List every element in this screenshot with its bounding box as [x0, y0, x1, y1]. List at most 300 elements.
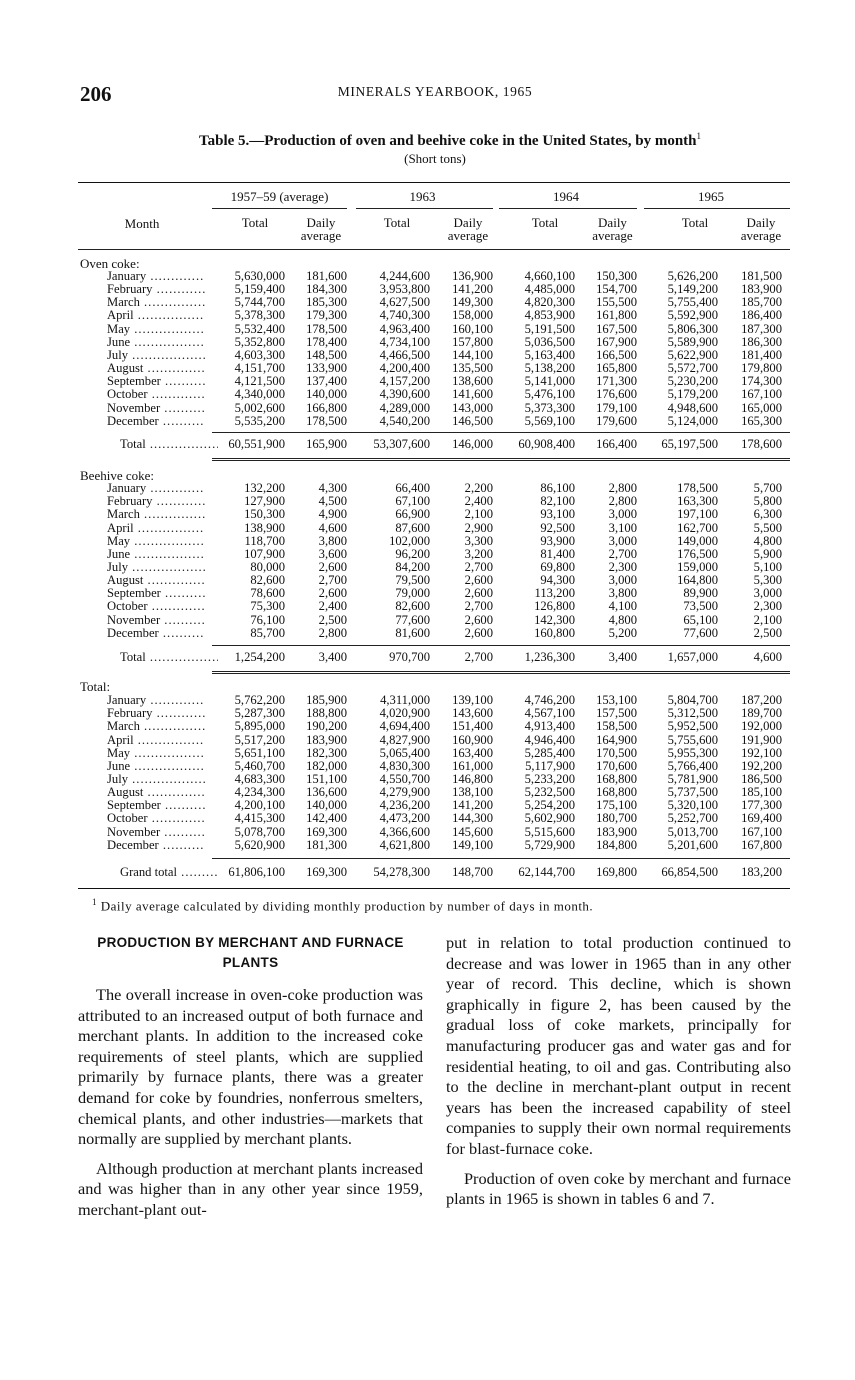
total-row: [0, 438, 855, 451]
value-cell: 76,100: [250, 612, 285, 627]
value-cell: 179,300: [306, 308, 347, 323]
value-cell: 181,500: [741, 269, 782, 283]
value-cell: 5,804,700: [667, 693, 718, 707]
value-cell: 157,800: [452, 334, 493, 349]
table-row: [0, 786, 855, 799]
value-cell: 5,535,200: [234, 413, 285, 428]
footnote-text: Daily average calculated by dividing monthly production by number of days in month.: [100, 898, 594, 914]
value-cell: 4,200,400: [379, 361, 430, 376]
value-cell: 180,700: [596, 811, 637, 826]
value-cell: 4,415,300: [234, 811, 285, 826]
value-cell: 2,600: [464, 586, 493, 601]
paragraph: Production of oven coke by merchant and furnace plants in 1965 is shown in tables 6 and 7.: [446, 1168, 791, 1209]
table-row: [0, 627, 855, 640]
table-top-rule: [78, 182, 790, 183]
daily-header-line-1: Daily: [598, 215, 627, 230]
group-rule: [212, 208, 347, 209]
value-cell: 5,532,400: [234, 321, 285, 336]
value-cell: 4,300: [318, 481, 347, 495]
value-cell: 5,312,500: [667, 706, 718, 721]
value-cell: 79,500: [395, 573, 430, 587]
value-cell: 167,100: [741, 824, 782, 839]
value-cell: 160,800: [534, 625, 575, 640]
value-cell: 5,002,600: [234, 400, 285, 415]
value-cell: 2,800: [608, 481, 637, 495]
value-cell: 179,600: [596, 413, 637, 428]
total-value-cell: 65,197,500: [661, 437, 718, 451]
value-cell: 5,895,000: [234, 719, 285, 734]
value-cell: 161,000: [452, 758, 493, 773]
month-cell: October .....: [107, 388, 205, 401]
value-cell: 5,078,700: [234, 824, 285, 839]
value-cell: 154,700: [596, 282, 637, 297]
month-cell: January .....: [107, 694, 205, 707]
table-row: [0, 336, 855, 349]
value-cell: 4,660,100: [524, 269, 575, 283]
value-cell: 179,800: [741, 361, 782, 376]
total-value-cell: 60,551,900: [228, 437, 285, 451]
month-cell: September .....: [107, 799, 205, 812]
value-cell: 169,400: [741, 811, 782, 826]
value-cell: 4,540,200: [379, 413, 430, 428]
value-cell: 150,300: [244, 507, 285, 522]
value-cell: 5,737,500: [667, 785, 718, 799]
value-cell: 5,230,200: [667, 374, 718, 389]
value-cell: 2,600: [464, 625, 493, 640]
section-label-total: Total:: [80, 679, 111, 694]
total-value-cell: 3,400: [608, 650, 637, 664]
value-cell: 4,550,700: [379, 771, 430, 786]
month-cell: June .....: [107, 760, 205, 773]
value-cell: 2,100: [464, 507, 493, 522]
value-cell: 192,200: [741, 758, 782, 773]
value-cell: 157,500: [596, 706, 637, 721]
value-cell: 69,800: [540, 559, 575, 574]
value-cell: 2,500: [318, 612, 347, 627]
value-cell: 141,200: [452, 798, 493, 813]
value-cell: 4,121,500: [234, 374, 285, 389]
value-cell: 158,000: [452, 308, 493, 323]
value-cell: 5,806,300: [667, 321, 718, 336]
value-cell: 5,622,900: [667, 347, 718, 362]
month-cell: October .....: [107, 812, 205, 825]
month-cell: May .....: [107, 747, 205, 760]
value-cell: 163,300: [677, 494, 718, 509]
value-cell: 66,900: [395, 507, 430, 522]
value-cell: 145,600: [452, 824, 493, 839]
value-cell: 5,766,400: [667, 758, 718, 773]
table-row: [0, 309, 855, 322]
value-cell: 4,800: [753, 533, 782, 548]
table-row: [0, 535, 855, 548]
value-cell: 5,729,900: [524, 837, 575, 852]
value-cell: 107,900: [244, 546, 285, 561]
table-row: [0, 839, 855, 852]
value-cell: 5,744,700: [234, 295, 285, 310]
value-cell: 113,200: [534, 586, 575, 601]
value-cell: 4,746,200: [524, 693, 575, 707]
value-cell: 118,700: [244, 533, 285, 548]
total-value-cell: 169,800: [596, 865, 637, 879]
value-cell: 182,300: [306, 745, 347, 760]
value-cell: 170,500: [596, 745, 637, 760]
total-row: [0, 866, 855, 879]
value-cell: 5,036,500: [524, 334, 575, 349]
table-row: [0, 747, 855, 760]
value-cell: 5,755,400: [667, 295, 718, 310]
value-cell: 136,600: [306, 785, 347, 799]
value-cell: 4,567,100: [524, 706, 575, 721]
table-title-text: Table 5.—Production of oven and beehive coke in the United States, by month: [198, 133, 697, 149]
value-cell: 175,100: [596, 798, 637, 813]
table-row: [0, 283, 855, 296]
value-cell: 141,200: [452, 282, 493, 297]
value-cell: 81,600: [395, 625, 430, 640]
table-row: [0, 734, 855, 747]
value-cell: 66,400: [395, 481, 430, 495]
total-value-cell: 3,400: [318, 650, 347, 664]
month-cell: January .....: [107, 482, 205, 495]
group-rule: [356, 208, 493, 209]
value-cell: 5,138,200: [524, 361, 575, 376]
group-header-1963: 1963: [409, 189, 436, 204]
value-cell: 5,517,200: [234, 732, 285, 747]
daily-header-line-2: average: [300, 228, 342, 243]
running-head: MINERALS YEARBOOK, 1965: [337, 84, 533, 99]
table-row: [0, 600, 855, 613]
value-cell: 93,100: [540, 507, 575, 522]
total-label: Grand total .....: [120, 866, 218, 879]
total-value-cell: 165,900: [306, 437, 347, 451]
value-cell: 5,233,200: [524, 771, 575, 786]
value-cell: 132,200: [244, 481, 285, 495]
value-cell: 82,600: [395, 599, 430, 614]
value-cell: 78,600: [250, 586, 285, 601]
value-cell: 4,311,000: [380, 693, 430, 707]
total-value-cell: 2,700: [464, 650, 493, 664]
value-cell: 4,740,300: [379, 308, 430, 323]
value-cell: 5,651,100: [234, 745, 285, 760]
value-cell: 146,800: [452, 771, 493, 786]
page-number: 206: [80, 82, 112, 106]
value-cell: 92,500: [540, 520, 575, 535]
value-cell: 127,900: [244, 494, 285, 509]
value-cell: 144,300: [452, 811, 493, 826]
value-cell: 160,100: [452, 321, 493, 336]
total-value-cell: 53,307,600: [373, 437, 430, 451]
daily-header-line-1: Daily: [306, 215, 336, 230]
table-row: [0, 587, 855, 600]
section-double-rule: [212, 458, 790, 461]
table-row: [0, 349, 855, 362]
month-cell: December .....: [107, 627, 205, 640]
value-cell: 178,400: [306, 334, 347, 349]
value-cell: 3,000: [608, 573, 637, 587]
value-cell: 2,700: [464, 599, 493, 614]
value-cell: 5,378,300: [234, 308, 285, 323]
value-cell: 5,285,400: [524, 745, 575, 760]
value-cell: 4,234,300: [234, 785, 285, 799]
value-cell: 170,600: [596, 758, 637, 773]
section-label-beehive-coke: Beehive coke:: [80, 468, 154, 483]
value-cell: 4,913,400: [524, 719, 575, 734]
month-cell: December .....: [107, 415, 205, 428]
total-value-cell: 4,600: [753, 650, 782, 664]
value-cell: 93,900: [540, 533, 575, 548]
value-cell: 191,900: [741, 732, 782, 747]
value-cell: 4,366,600: [379, 824, 430, 839]
value-cell: 158,500: [596, 719, 637, 734]
month-cell: April .....: [107, 734, 205, 747]
header-bottom-rule: [78, 249, 790, 250]
value-cell: 67,100: [395, 494, 430, 509]
value-cell: 143,600: [452, 706, 493, 721]
value-cell: 178,500: [677, 481, 718, 495]
table-row: [0, 362, 855, 375]
value-cell: 171,300: [596, 374, 637, 389]
paragraph: The overall increase in oven-coke production was attributed to an increased output of both furnace and merchant plants. In addition to the increased coke requirements of steel plants, which are supplied primarily by furnace plants, there was a greater demand for coke by foundries, nonferrous smelters, chemical plants, and other industries—markets that normally are supplied by merchant plants.: [78, 985, 423, 1149]
section-heading: PRODUCTION BY MERCHANT AND FURNACE PLANTS: [97, 935, 404, 970]
month-cell: September .....: [107, 375, 205, 388]
value-cell: 4,390,600: [379, 387, 430, 402]
value-cell: 3,200: [464, 546, 493, 561]
value-cell: 181,300: [306, 837, 347, 852]
value-cell: 168,800: [596, 785, 637, 799]
value-cell: 85,700: [250, 625, 285, 640]
value-cell: 5,065,400: [379, 745, 430, 760]
value-cell: 166,800: [306, 400, 347, 415]
total-value-cell: 146,000: [452, 437, 493, 451]
value-cell: 5,626,200: [667, 269, 718, 283]
value-cell: 3,000: [608, 533, 637, 548]
value-cell: 2,700: [464, 559, 493, 574]
value-cell: 5,200: [608, 625, 637, 640]
value-cell: 142,300: [534, 612, 575, 627]
table-row: [0, 522, 855, 535]
value-cell: 84,200: [395, 559, 430, 574]
month-cell: November .....: [107, 826, 205, 839]
value-cell: 79,000: [395, 586, 430, 601]
value-cell: 4,151,700: [234, 361, 285, 376]
value-cell: 149,300: [452, 295, 493, 310]
value-cell: 4,963,400: [379, 321, 430, 336]
value-cell: 77,600: [683, 625, 718, 640]
table-row: [0, 812, 855, 825]
value-cell: 5,191,500: [524, 321, 575, 336]
value-cell: 153,100: [596, 693, 637, 707]
daily-average-header: [580, 216, 645, 242]
value-cell: 3,953,800: [379, 282, 430, 297]
value-cell: 138,100: [452, 785, 493, 799]
value-cell: 5,141,000: [524, 374, 575, 389]
table-row: [0, 707, 855, 720]
group-header-1965: 1965: [698, 189, 724, 204]
table-row: [0, 482, 855, 495]
month-cell: August .....: [107, 574, 205, 587]
value-cell: 2,600: [318, 559, 347, 574]
value-cell: 65,100: [683, 612, 718, 627]
month-cell: August .....: [107, 362, 205, 375]
month-cell: August .....: [107, 786, 205, 799]
value-cell: 5,620,900: [234, 837, 285, 852]
table-row: [0, 574, 855, 587]
value-cell: 183,900: [596, 824, 637, 839]
value-cell: 5,476,100: [524, 387, 575, 402]
value-cell: 5,300: [753, 573, 782, 587]
daily-header-line-2: average: [592, 228, 633, 243]
value-cell: 2,800: [608, 494, 637, 509]
value-cell: 5,163,400: [524, 347, 575, 362]
value-cell: 2,600: [464, 573, 493, 587]
total-value-cell: 148,700: [452, 865, 493, 879]
value-cell: 4,946,400: [524, 732, 575, 747]
title-footnote-mark: 1: [696, 131, 702, 141]
table-row: [0, 375, 855, 388]
value-cell: 81,400: [540, 546, 575, 561]
section-label-oven-coke: Oven coke:: [80, 256, 140, 271]
value-cell: 2,300: [608, 559, 637, 574]
value-cell: 5,149,200: [667, 282, 718, 297]
value-cell: 4,853,900: [524, 308, 575, 323]
table-row: [0, 760, 855, 773]
value-cell: 102,000: [389, 533, 430, 548]
table-row: [0, 296, 855, 309]
month-cell: November .....: [107, 614, 205, 627]
value-cell: 187,200: [741, 693, 782, 707]
month-cell: March .....: [107, 720, 205, 733]
value-cell: 82,600: [250, 573, 285, 587]
table-title: [0, 131, 855, 150]
table-row: [0, 826, 855, 839]
value-cell: 2,100: [753, 612, 782, 627]
value-cell: 2,500: [753, 625, 782, 640]
table-footnote: [92, 897, 593, 914]
value-cell: 3,600: [318, 546, 347, 561]
value-cell: 94,300: [540, 573, 575, 587]
total-rule: [212, 645, 790, 646]
value-cell: 5,460,700: [234, 758, 285, 773]
value-cell: 167,900: [596, 334, 637, 349]
value-cell: 149,100: [452, 837, 493, 852]
value-cell: 4,236,200: [379, 798, 430, 813]
table-row: [0, 415, 855, 428]
value-cell: 183,900: [741, 282, 782, 297]
month-cell: February .....: [107, 283, 205, 296]
value-cell: 192,100: [741, 745, 782, 760]
value-cell: 5,124,000: [667, 413, 718, 428]
value-cell: 3,800: [318, 533, 347, 548]
value-cell: 184,800: [596, 837, 637, 852]
value-cell: 148,500: [306, 347, 347, 362]
daily-header-line-2: average: [447, 228, 489, 243]
value-cell: 177,300: [741, 798, 782, 813]
value-cell: 165,000: [741, 400, 782, 415]
value-cell: 2,400: [464, 494, 493, 509]
value-cell: 187,300: [741, 321, 782, 336]
value-cell: 3,300: [464, 533, 493, 548]
month-cell: November .....: [107, 402, 205, 415]
value-cell: 4,157,200: [379, 374, 430, 389]
value-cell: 178,500: [306, 321, 347, 336]
daily-header-line-2: average: [740, 228, 782, 243]
value-cell: 4,200,100: [234, 798, 285, 813]
daily-average-header: [434, 216, 502, 242]
value-cell: 3,800: [608, 586, 637, 601]
value-cell: 174,300: [741, 374, 782, 389]
value-cell: 5,955,300: [667, 745, 718, 760]
value-cell: 135,500: [452, 361, 493, 376]
value-cell: 169,300: [306, 824, 347, 839]
value-cell: 5,572,700: [667, 361, 718, 376]
value-cell: 155,500: [596, 295, 637, 310]
month-cell: May .....: [107, 323, 205, 336]
section-double-rule: [212, 671, 790, 674]
table-row: [0, 270, 855, 283]
value-cell: 2,200: [464, 481, 493, 495]
value-cell: 4,466,500: [379, 347, 430, 362]
value-cell: 4,830,300: [379, 758, 430, 773]
value-cell: 87,600: [395, 520, 430, 535]
month-cell: April .....: [107, 522, 205, 535]
value-cell: 5,755,600: [667, 732, 718, 747]
value-cell: 5,179,200: [667, 387, 718, 402]
total-header: Total: [383, 215, 411, 230]
value-cell: 139,100: [452, 693, 493, 707]
value-cell: 150,300: [596, 269, 637, 283]
total-label: Total .....: [120, 438, 218, 451]
value-cell: 5,700: [753, 481, 782, 495]
value-cell: 4,694,400: [379, 719, 430, 734]
value-cell: 162,700: [677, 520, 718, 535]
month-cell: July .....: [107, 561, 205, 574]
table-bottom-rule: [78, 888, 790, 889]
month-header: Month: [124, 216, 160, 231]
total-value-cell: 1,657,000: [667, 650, 718, 664]
value-cell: 4,289,000: [379, 400, 430, 415]
value-cell: 75,300: [250, 599, 285, 614]
value-cell: 189,700: [741, 706, 782, 721]
left-column: [78, 933, 423, 1230]
total-value-cell: 62,144,700: [518, 865, 575, 879]
value-cell: 144,100: [452, 347, 493, 362]
value-cell: 73,500: [683, 599, 718, 614]
value-cell: 3,100: [608, 520, 637, 535]
group-rule: [499, 208, 637, 209]
table-row: [0, 561, 855, 574]
daily-header-line-1: Daily: [453, 215, 483, 230]
value-cell: 4,948,600: [667, 400, 718, 415]
value-cell: 149,000: [677, 533, 718, 548]
total-value-cell: 169,300: [306, 865, 347, 879]
value-cell: 192,000: [741, 719, 782, 734]
total-header: Total: [681, 215, 709, 230]
total-value-cell: 166,400: [596, 437, 637, 451]
value-cell: 178,500: [306, 413, 347, 428]
value-cell: 86,100: [540, 481, 575, 495]
month-cell: June .....: [107, 548, 205, 561]
paragraph: Although production at merchant plants increased and was higher than in any other year since 1959, merchant-plant out-: [78, 1158, 423, 1219]
value-cell: 151,400: [452, 719, 493, 734]
value-cell: 165,300: [741, 413, 782, 428]
value-cell: 5,630,000: [234, 269, 285, 283]
value-cell: 5,762,200: [234, 693, 285, 707]
group-header-1964: 1964: [553, 189, 579, 204]
total-value-cell: 61,806,100: [228, 865, 285, 879]
value-cell: 4,600: [318, 520, 347, 535]
value-cell: 96,200: [395, 546, 430, 561]
table-row: [0, 694, 855, 707]
value-cell: 4,683,300: [234, 771, 285, 786]
